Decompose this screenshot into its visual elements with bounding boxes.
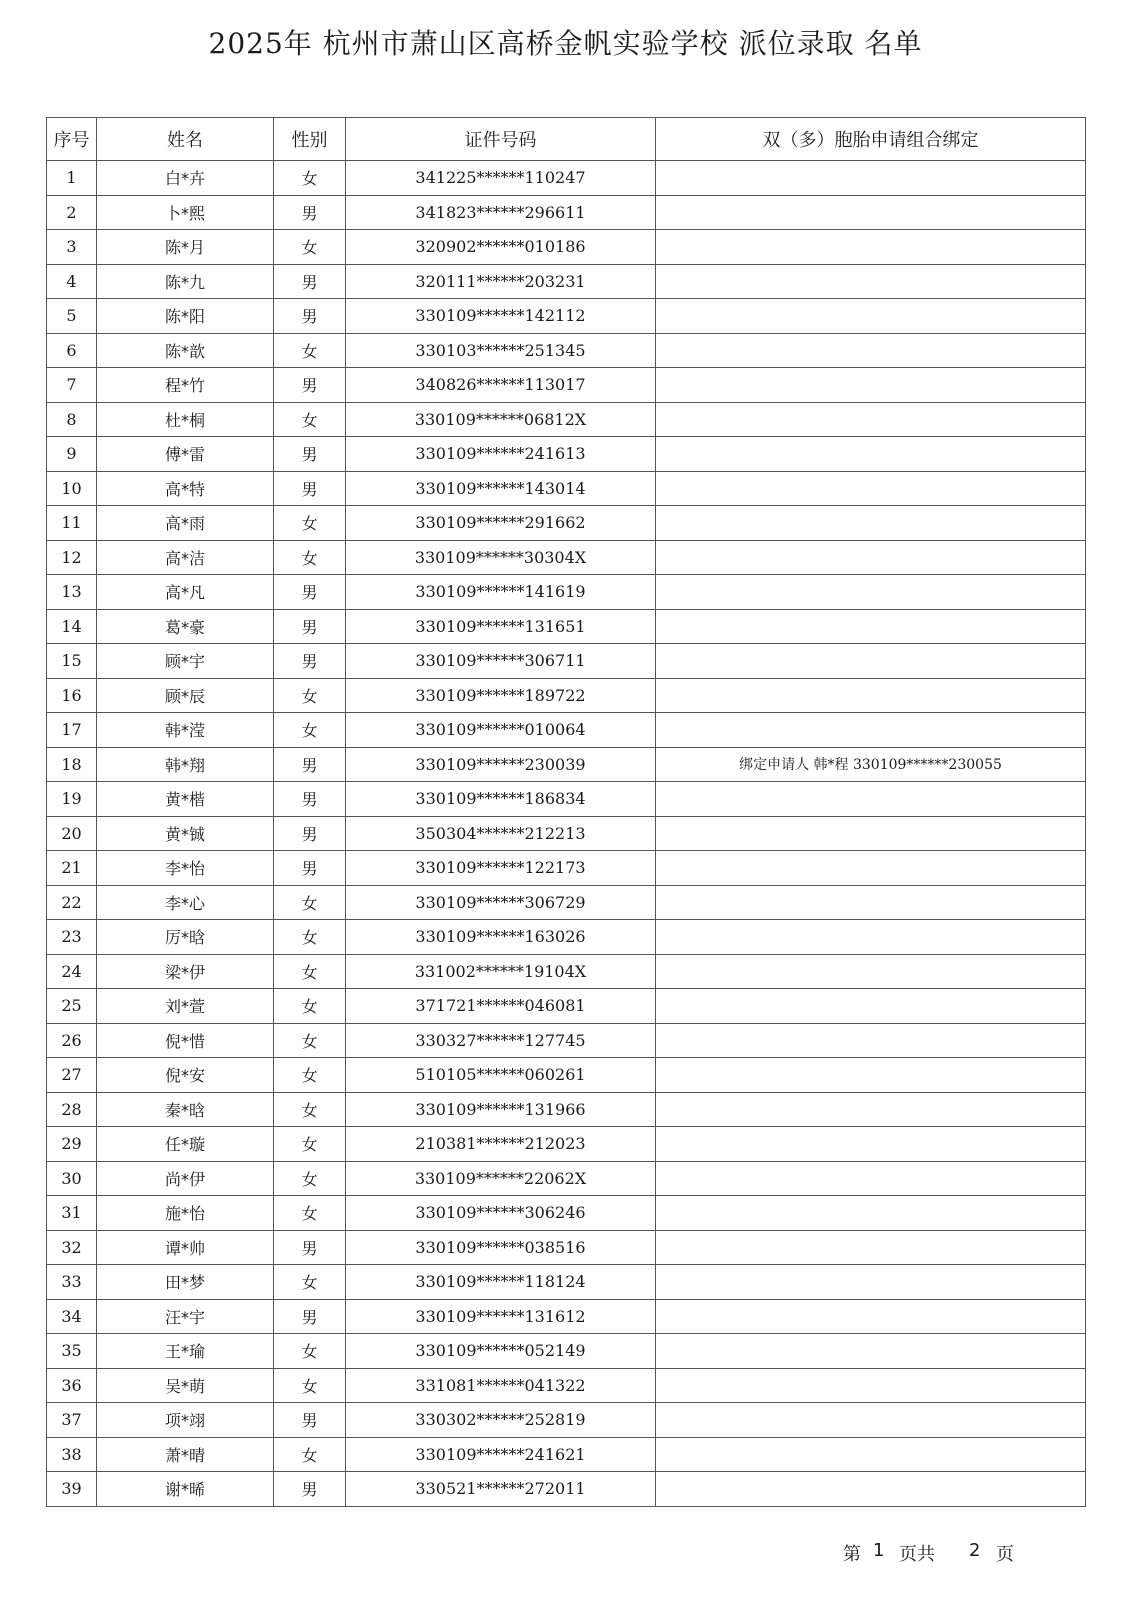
cell-serial-number: 31	[47, 1196, 97, 1231]
cell-twin-binding	[656, 1403, 1086, 1438]
cell-gender: 女	[274, 230, 346, 265]
cell-id-number: 330109******241621	[346, 1437, 656, 1472]
table-row	[47, 747, 1086, 782]
cell-serial-number: 18	[47, 747, 97, 782]
cell-serial-number: 12	[47, 540, 97, 575]
cell-twin-binding	[656, 1334, 1086, 1369]
table-row	[47, 1265, 1086, 1300]
cell-gender: 女	[274, 1058, 346, 1093]
cell-id-number: 330109******306246	[346, 1196, 656, 1231]
cell-serial-number: 25	[47, 989, 97, 1024]
cell-serial-number: 38	[47, 1437, 97, 1472]
cell-twin-binding	[656, 989, 1086, 1024]
cell-twin-binding	[656, 195, 1086, 230]
cell-id-number: 330109******131966	[346, 1092, 656, 1127]
cell-serial-number: 2	[47, 195, 97, 230]
cell-serial-number: 32	[47, 1230, 97, 1265]
header-id-number: 证件号码	[346, 118, 656, 161]
cell-name: 黄*铖	[97, 816, 274, 851]
cell-serial-number: 4	[47, 264, 97, 299]
cell-id-number: 330109******189722	[346, 678, 656, 713]
cell-gender: 男	[274, 264, 346, 299]
cell-id-number: 330109******118124	[346, 1265, 656, 1300]
cell-gender: 女	[274, 1023, 346, 1058]
cell-id-number: 341823******296611	[346, 195, 656, 230]
cell-name: 白*卉	[97, 161, 274, 196]
cell-gender: 女	[274, 678, 346, 713]
cell-name: 厉*晗	[97, 920, 274, 955]
cell-gender: 男	[274, 747, 346, 782]
cell-serial-number: 27	[47, 1058, 97, 1093]
cell-id-number: 330521******272011	[346, 1472, 656, 1507]
cell-id-number: 330109******241613	[346, 437, 656, 472]
cell-id-number: 330109******230039	[346, 747, 656, 782]
cell-name: 陈*月	[97, 230, 274, 265]
cell-id-number: 330109******163026	[346, 920, 656, 955]
cell-serial-number: 5	[47, 299, 97, 334]
cell-twin-binding	[656, 1161, 1086, 1196]
cell-name: 程*竹	[97, 368, 274, 403]
cell-gender: 女	[274, 1196, 346, 1231]
cell-twin-binding	[656, 471, 1086, 506]
cell-name: 高*凡	[97, 575, 274, 610]
cell-gender: 女	[274, 333, 346, 368]
cell-twin-binding	[656, 333, 1086, 368]
cell-serial-number: 23	[47, 920, 97, 955]
table-row	[47, 1368, 1086, 1403]
cell-gender: 男	[274, 437, 346, 472]
cell-id-number: 331002******19104X	[346, 954, 656, 989]
table-row	[47, 644, 1086, 679]
cell-twin-binding	[656, 713, 1086, 748]
cell-id-number: 330109******06812X	[346, 402, 656, 437]
cell-twin-binding	[656, 1472, 1086, 1507]
cell-id-number: 330327******127745	[346, 1023, 656, 1058]
table-row	[47, 1196, 1086, 1231]
cell-name: 尚*伊	[97, 1161, 274, 1196]
cell-serial-number: 39	[47, 1472, 97, 1507]
cell-gender: 女	[274, 1334, 346, 1369]
cell-twin-binding	[656, 1230, 1086, 1265]
table-row	[47, 333, 1086, 368]
cell-twin-binding	[656, 644, 1086, 679]
footer-suffix: 页	[996, 1544, 1014, 1565]
cell-twin-binding	[656, 1023, 1086, 1058]
table-row	[47, 1127, 1086, 1162]
cell-id-number: 330109******141619	[346, 575, 656, 610]
table-row	[47, 989, 1086, 1024]
cell-serial-number: 35	[47, 1334, 97, 1369]
cell-serial-number: 10	[47, 471, 97, 506]
cell-name: 施*怡	[97, 1196, 274, 1231]
cell-gender: 男	[274, 1472, 346, 1507]
table-row	[47, 575, 1086, 610]
footer-current-page: 1	[873, 1540, 885, 1561]
cell-gender: 男	[274, 851, 346, 886]
cell-id-number: 330109******010064	[346, 713, 656, 748]
cell-twin-binding	[656, 816, 1086, 851]
cell-name: 黄*楷	[97, 782, 274, 817]
cell-twin-binding	[656, 851, 1086, 886]
table-row	[47, 540, 1086, 575]
footer-prefix: 第	[843, 1544, 861, 1565]
cell-name: 陈*九	[97, 264, 274, 299]
table-row	[47, 1230, 1086, 1265]
table-row	[47, 506, 1086, 541]
cell-name: 傅*雷	[97, 437, 274, 472]
cell-id-number: 371721******046081	[346, 989, 656, 1024]
cell-id-number: 330109******131651	[346, 609, 656, 644]
table-row	[47, 195, 1086, 230]
cell-id-number: 330109******306711	[346, 644, 656, 679]
cell-name: 吴*萌	[97, 1368, 274, 1403]
cell-twin-binding	[656, 920, 1086, 955]
cell-twin-binding	[656, 161, 1086, 196]
table-row	[47, 1023, 1086, 1058]
cell-serial-number: 11	[47, 506, 97, 541]
cell-name: 刘*萱	[97, 989, 274, 1024]
cell-gender: 女	[274, 989, 346, 1024]
cell-gender: 男	[274, 609, 346, 644]
header-name: 姓名	[97, 118, 274, 161]
cell-gender: 男	[274, 368, 346, 403]
cell-name: 梁*伊	[97, 954, 274, 989]
cell-serial-number: 34	[47, 1299, 97, 1334]
cell-name: 韩*翔	[97, 747, 274, 782]
cell-twin-binding	[656, 540, 1086, 575]
cell-twin-binding	[656, 230, 1086, 265]
cell-serial-number: 21	[47, 851, 97, 886]
table-row	[47, 471, 1086, 506]
cell-id-number: 341225******110247	[346, 161, 656, 196]
cell-serial-number: 24	[47, 954, 97, 989]
cell-twin-binding	[656, 1058, 1086, 1093]
table-row	[47, 1058, 1086, 1093]
cell-gender: 女	[274, 506, 346, 541]
cell-id-number: 210381******212023	[346, 1127, 656, 1162]
cell-name: 倪*惜	[97, 1023, 274, 1058]
cell-name: 顾*辰	[97, 678, 274, 713]
cell-serial-number: 7	[47, 368, 97, 403]
cell-id-number: 350304******212213	[346, 816, 656, 851]
cell-name: 倪*安	[97, 1058, 274, 1093]
cell-twin-binding	[656, 782, 1086, 817]
cell-gender: 女	[274, 402, 346, 437]
table-row	[47, 816, 1086, 851]
cell-name: 项*翊	[97, 1403, 274, 1438]
cell-id-number: 330109******306729	[346, 885, 656, 920]
cell-gender: 男	[274, 471, 346, 506]
cell-name: 陈*阳	[97, 299, 274, 334]
cell-name: 田*梦	[97, 1265, 274, 1300]
cell-id-number: 331081******041322	[346, 1368, 656, 1403]
cell-twin-binding	[656, 299, 1086, 334]
header-serial-number: 序号	[47, 118, 97, 161]
cell-gender: 男	[274, 575, 346, 610]
cell-twin-binding	[656, 1437, 1086, 1472]
table-row	[47, 954, 1086, 989]
cell-twin-binding	[656, 437, 1086, 472]
cell-twin-binding	[656, 506, 1086, 541]
cell-gender: 女	[274, 1368, 346, 1403]
cell-gender: 女	[274, 161, 346, 196]
cell-gender: 女	[274, 954, 346, 989]
header-twin-binding: 双（多）胞胎申请组合绑定	[656, 118, 1086, 161]
cell-name: 王*瑜	[97, 1334, 274, 1369]
cell-id-number: 330109******186834	[346, 782, 656, 817]
cell-twin-binding	[656, 264, 1086, 299]
table-row	[47, 1161, 1086, 1196]
cell-gender: 女	[274, 920, 346, 955]
cell-serial-number: 8	[47, 402, 97, 437]
footer-total-pages: 2	[969, 1540, 981, 1561]
cell-serial-number: 36	[47, 1368, 97, 1403]
cell-name: 高*洁	[97, 540, 274, 575]
cell-gender: 女	[274, 885, 346, 920]
table-row	[47, 609, 1086, 644]
cell-serial-number: 20	[47, 816, 97, 851]
cell-twin-binding	[656, 954, 1086, 989]
cell-id-number: 330109******142112	[346, 299, 656, 334]
table-row	[47, 782, 1086, 817]
cell-gender: 男	[274, 1230, 346, 1265]
cell-gender: 女	[274, 1127, 346, 1162]
table-row	[47, 1299, 1086, 1334]
table-row	[47, 1472, 1086, 1507]
cell-gender: 男	[274, 782, 346, 817]
cell-gender: 女	[274, 1092, 346, 1127]
cell-name: 汪*宇	[97, 1299, 274, 1334]
cell-twin-binding	[656, 1092, 1086, 1127]
cell-twin-binding	[656, 575, 1086, 610]
cell-gender: 女	[274, 540, 346, 575]
cell-serial-number: 15	[47, 644, 97, 679]
cell-twin-binding	[656, 609, 1086, 644]
table-row	[47, 402, 1086, 437]
cell-gender: 女	[274, 1265, 346, 1300]
cell-serial-number: 28	[47, 1092, 97, 1127]
cell-twin-binding	[656, 1127, 1086, 1162]
cell-id-number: 330109******30304X	[346, 540, 656, 575]
cell-serial-number: 1	[47, 161, 97, 196]
cell-twin-binding	[656, 1299, 1086, 1334]
cell-gender: 男	[274, 299, 346, 334]
table-row	[47, 1403, 1086, 1438]
table-row	[47, 264, 1086, 299]
table-row	[47, 713, 1086, 748]
cell-gender: 男	[274, 1299, 346, 1334]
cell-name: 秦*晗	[97, 1092, 274, 1127]
cell-serial-number: 33	[47, 1265, 97, 1300]
cell-gender: 男	[274, 195, 346, 230]
cell-serial-number: 37	[47, 1403, 97, 1438]
document-title: 2025年 杭州市萧山区高桥金帆实验学校 派位录取 名单	[208, 27, 923, 60]
cell-name: 谢*晞	[97, 1472, 274, 1507]
cell-twin-binding	[656, 368, 1086, 403]
table-row	[47, 851, 1086, 886]
cell-name: 任*璇	[97, 1127, 274, 1162]
header-gender: 性别	[274, 118, 346, 161]
cell-name: 高*雨	[97, 506, 274, 541]
cell-gender: 男	[274, 644, 346, 679]
cell-serial-number: 22	[47, 885, 97, 920]
cell-gender: 男	[274, 816, 346, 851]
table-row	[47, 299, 1086, 334]
cell-serial-number: 16	[47, 678, 97, 713]
cell-name: 杜*桐	[97, 402, 274, 437]
table-row	[47, 437, 1086, 472]
cell-serial-number: 30	[47, 1161, 97, 1196]
admission-list-table	[46, 117, 1086, 1507]
cell-serial-number: 14	[47, 609, 97, 644]
cell-gender: 女	[274, 1161, 346, 1196]
cell-twin-binding: 绑定申请人 韩*程 330109******230055	[656, 747, 1086, 782]
cell-id-number: 330109******052149	[346, 1334, 656, 1369]
table-row	[47, 1334, 1086, 1369]
cell-name: 萧*晴	[97, 1437, 274, 1472]
cell-name: 李*心	[97, 885, 274, 920]
table-row	[47, 161, 1086, 196]
cell-serial-number: 3	[47, 230, 97, 265]
cell-serial-number: 9	[47, 437, 97, 472]
cell-serial-number: 13	[47, 575, 97, 610]
cell-id-number: 330109******22062X	[346, 1161, 656, 1196]
cell-id-number: 330109******122173	[346, 851, 656, 886]
cell-name: 高*特	[97, 471, 274, 506]
table-row	[47, 1437, 1086, 1472]
cell-id-number: 320902******010186	[346, 230, 656, 265]
cell-serial-number: 26	[47, 1023, 97, 1058]
cell-gender: 男	[274, 1403, 346, 1438]
table-header-row	[47, 118, 1086, 161]
cell-name: 卜*熙	[97, 195, 274, 230]
table-row	[47, 920, 1086, 955]
footer-middle: 页共	[899, 1544, 935, 1565]
cell-id-number: 330109******291662	[346, 506, 656, 541]
cell-twin-binding	[656, 885, 1086, 920]
cell-serial-number: 6	[47, 333, 97, 368]
cell-name: 李*怡	[97, 851, 274, 886]
table-row	[47, 1092, 1086, 1127]
cell-id-number: 320111******203231	[346, 264, 656, 299]
cell-name: 葛*豪	[97, 609, 274, 644]
table-row	[47, 230, 1086, 265]
cell-id-number: 340826******113017	[346, 368, 656, 403]
cell-serial-number: 19	[47, 782, 97, 817]
cell-id-number: 330109******038516	[346, 1230, 656, 1265]
cell-serial-number: 17	[47, 713, 97, 748]
cell-id-number: 330103******251345	[346, 333, 656, 368]
table-row	[47, 885, 1086, 920]
cell-gender: 女	[274, 713, 346, 748]
table-body	[47, 161, 1086, 1507]
cell-twin-binding	[656, 1265, 1086, 1300]
cell-name: 陈*歆	[97, 333, 274, 368]
cell-id-number: 330109******131612	[346, 1299, 656, 1334]
cell-id-number: 330109******143014	[346, 471, 656, 506]
cell-serial-number: 29	[47, 1127, 97, 1162]
table-row	[47, 678, 1086, 713]
cell-name: 谭*帅	[97, 1230, 274, 1265]
cell-id-number: 510105******060261	[346, 1058, 656, 1093]
cell-twin-binding	[656, 678, 1086, 713]
cell-gender: 女	[274, 1437, 346, 1472]
cell-twin-binding	[656, 402, 1086, 437]
cell-name: 韩*滢	[97, 713, 274, 748]
cell-id-number: 330302******252819	[346, 1403, 656, 1438]
table-row	[47, 368, 1086, 403]
cell-twin-binding	[656, 1196, 1086, 1231]
cell-name: 顾*宇	[97, 644, 274, 679]
cell-twin-binding	[656, 1368, 1086, 1403]
